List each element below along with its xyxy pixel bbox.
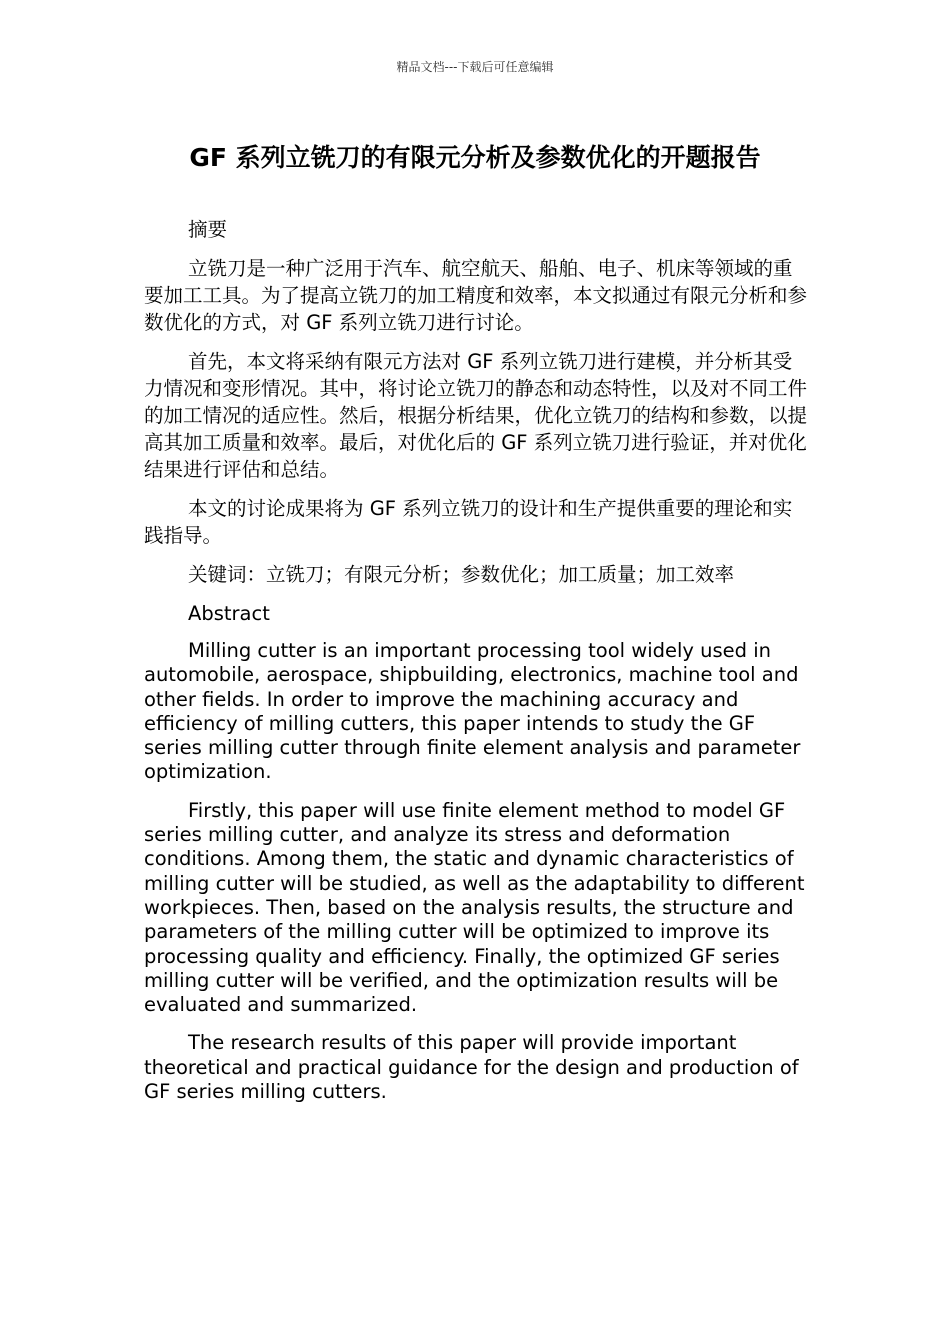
abstract-en-heading: Abstract <box>188 602 270 625</box>
abstract-cn-heading: 摘要 <box>188 218 228 241</box>
document-title: GF 系列立铣刀的有限元分析及参数优化的开题报告 <box>189 143 761 172</box>
abstract-en-paragraph-3: The research results of this paper will provide important theoretical and practical guidance for the design and production of GF series milling cutters. <box>144 1031 799 1104</box>
abstract-en-paragraph-1: Milling cutter is an important processing tool widely used in automobile, aerospace, shipbuilding, electronics, machine tool and other fields. In order to improve the machining accuracy and efficiency of milling cutters, this paper intends to study the GF series milling cutter through finite element analysis and parameter optimization. <box>144 639 801 784</box>
abstract-cn-paragraph-2: 首先，本文将采纳有限元方法对 GF 系列立铣刀进行建模，并分析其受力情况和变形情况。其中，将讨论立铣刀的静态和动态特性，以及对不同工件的加工情况的适应性。然后，根据分析结果，优化立铣刀的结构和参数，以提高其加工质量和效率。最后，对优化后的 GF 系列立铣刀进行验证，并对优化结果进行评估和总结。 <box>144 350 808 481</box>
abstract-cn-paragraph-1: 立铣刀是一种广泛用于汽车、航空航天、船舶、电子、机床等领域的重要加工工具。为了提高立铣刀的加工精度和效率，本文拟通过有限元分析和参数优化的方式，对 GF 系列立铣刀进行讨论。 <box>144 257 808 334</box>
document-body <box>144 216 809 1118</box>
keywords-line: 关键词：立铣刀；有限元分析；参数优化；加工质量；加工效率 <box>188 563 735 586</box>
abstract-cn-paragraph-3: 本文的讨论成果将为 GF 系列立铣刀的设计和生产提供重要的理论和实践指导。 <box>144 497 793 547</box>
abstract-en-paragraph-2: Firstly, this paper will use finite element method to model GF series milling cutter, and analyze its stress and deformation conditions. Among them, the static and dynamic characteristics of milling cutter will be studied, as well as the adaptability to different workpieces. Then, based on the analysis results, the structure and parameters of the milling cutter will be optimized to improve its processing quality and efficiency. Finally, the optimized GF series milling cutter will be verified, and the optimization results will be evaluated and summarized. <box>144 798 805 1017</box>
page-header-note: 精品文档---下载后可任意编辑 <box>396 60 554 74</box>
